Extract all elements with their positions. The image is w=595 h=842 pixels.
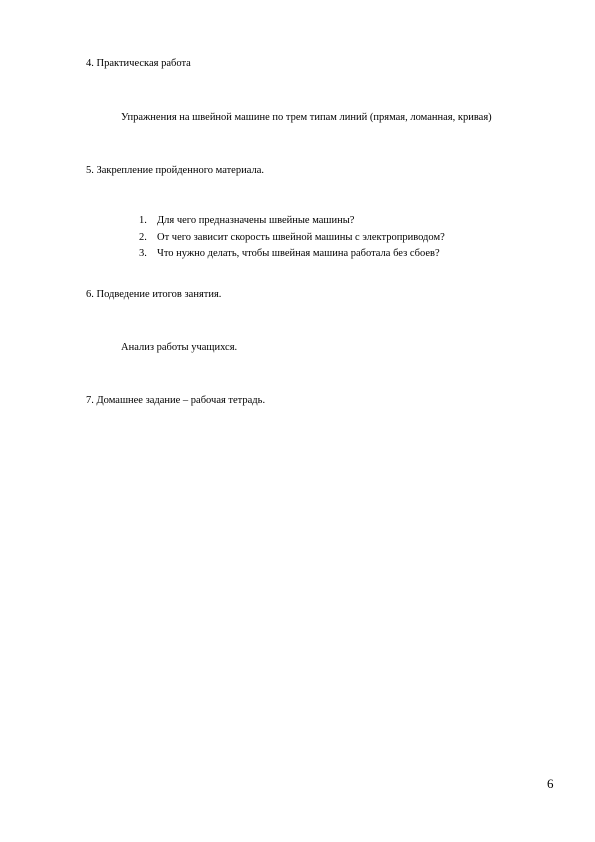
section-4-heading: 4. Практическая работа — [86, 58, 191, 69]
list-item — [139, 232, 445, 249]
list-item-number: 1. — [139, 215, 147, 226]
list-item — [139, 215, 445, 232]
questions-list — [139, 215, 445, 265]
list-item-text: Для чего предназначены швейные машины? — [157, 215, 355, 226]
list-item-number: 3. — [139, 248, 147, 259]
section-6-heading: 6. Подведение итогов занятия. — [86, 289, 222, 300]
list-item — [139, 248, 445, 265]
section-5-heading: 5. Закрепление пройденного материала. — [86, 165, 264, 176]
list-item-number: 2. — [139, 231, 147, 243]
section-4-text: Упражнения на швейной машине по трем типам линий (прямая, ломанная, кривая) — [121, 112, 492, 123]
section-6-text: Анализ работы учащихся. — [121, 342, 238, 353]
list-item-text: Что нужно делать, чтобы швейная машина работала без сбоев? — [157, 248, 440, 259]
page-number: 6 — [547, 776, 554, 791]
section-7-heading: 7. Домашнее задание – рабочая тетрадь. — [86, 395, 266, 406]
list-item-text: От чего зависит скорость швейной машины с электроприводом? — [157, 231, 445, 243]
